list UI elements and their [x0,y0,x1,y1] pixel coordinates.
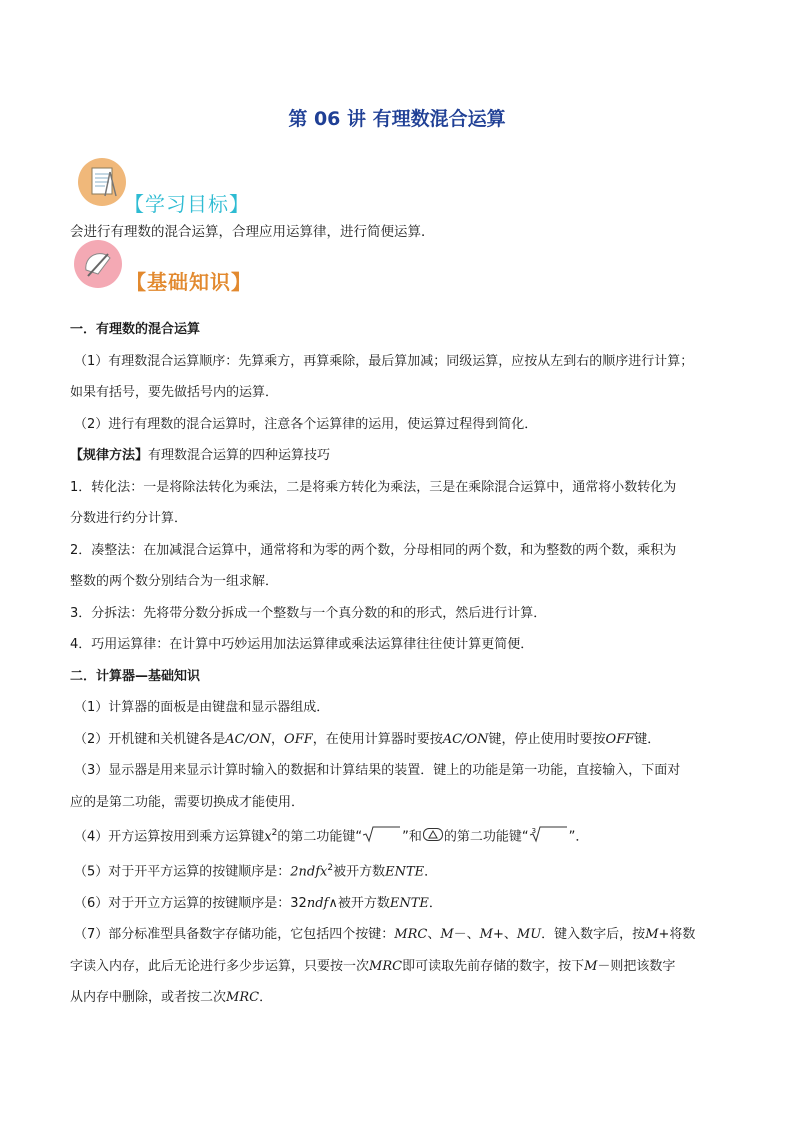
paragraph: （7）部分标准型具备数字存储功能，它包括四个按键：MRC、M－、M+、MU．键入数字后，按M+将数 [74,927,696,943]
paragraph: 从内存中删除，或者按二次MRC． [70,990,273,1006]
paragraph: （1）有理数混合运算顺序：先算乘方，再算乘除，最后算加减；同级运算，应按从左到右的顺序进行计算； [74,353,694,369]
heading-mixed-operations: 一．有理数的混合运算 [70,322,201,337]
section-heading-goal: 【学习目标】 [124,192,250,216]
method-label: 【规律方法】 [70,448,149,463]
protractor-icon [74,240,122,288]
paragraph: （5）对于开平方运算的按键顺序是：2ndfx$^2$被开方数ENTE． [74,862,438,880]
heading-calculator: 二．计算器—基础知识 [70,668,201,684]
paragraph: 分数进行约分计算． [70,511,188,526]
paragraph: （2）进行有理数的混合运算时，注意各个运算律的运用，使运算过程得到简化． [74,416,538,432]
paragraph: （4）开方运算按用到乘方运算键$x^2$的第二功能键“ ”和 的第二功能键“ 3 ”． [74,827,589,845]
notebook-compass-icon [78,158,126,206]
goal-text: 会进行有理数的混合运算，合理应用运算律，进行简便运算． [70,224,435,240]
page-title: 第 06 讲 有理数混合运算 [288,108,506,130]
paragraph: 3．分拆法：先将带分数分拆成一个整数与一个真分数的和的形式，然后进行计算． [70,605,547,621]
paragraph: （6）对于开立方运算的按键顺序是：32ndf∧被开方数ENTE． [74,895,442,911]
knowledge-content [70,314,728,1014]
paragraph: （2）开机键和关机键各是AC/ON，OFF，在使用计算器时要按AC/ON键，停止使用时要按OFF键． [74,731,661,747]
method-line: 【规律方法】有理数混合运算的四种运算技巧 [70,448,331,463]
paragraph: 应的是第二功能，需要切换成才能使用． [70,794,305,810]
paragraph: （3）显示器是用来显示计算时输入的数据和计算结果的装置．键上的功能是第一功能，直接输入，下面对 [74,763,681,778]
paragraph: 整数的两个数分别结合为一组求解． [70,574,279,589]
paragraph: 4．巧用运算律：在计算中巧妙运用加法运算律或乘法运算律往往使计算更简便． [70,637,534,652]
paragraph: （1）计算器的面板是由键盘和显示器组成． [74,700,330,715]
paragraph: 如果有括号，要先做括号内的运算． [70,385,279,400]
triangle-key-icon [423,828,443,841]
paragraph: 2．凑整法：在加减混合运算中，通常将和为零的两个数，分母相同的两个数，和为整数的两个数，乘积为 [70,542,677,558]
cube-root-icon: 3 [529,825,569,843]
paragraph: 1．转化法：一是将除法转化为乘法，二是将乘方转化为乘法，三是在乘除混合运算中，通常将小数转化为 [70,479,677,495]
square-root-icon [362,825,402,843]
paragraph: 字读入内存，此后无论进行多少步运算，只要按一次MRC即可读取先前存储的数字，按下M－则把该数字 [70,958,676,974]
section-heading-basic: 【基础知识】 [126,270,252,294]
